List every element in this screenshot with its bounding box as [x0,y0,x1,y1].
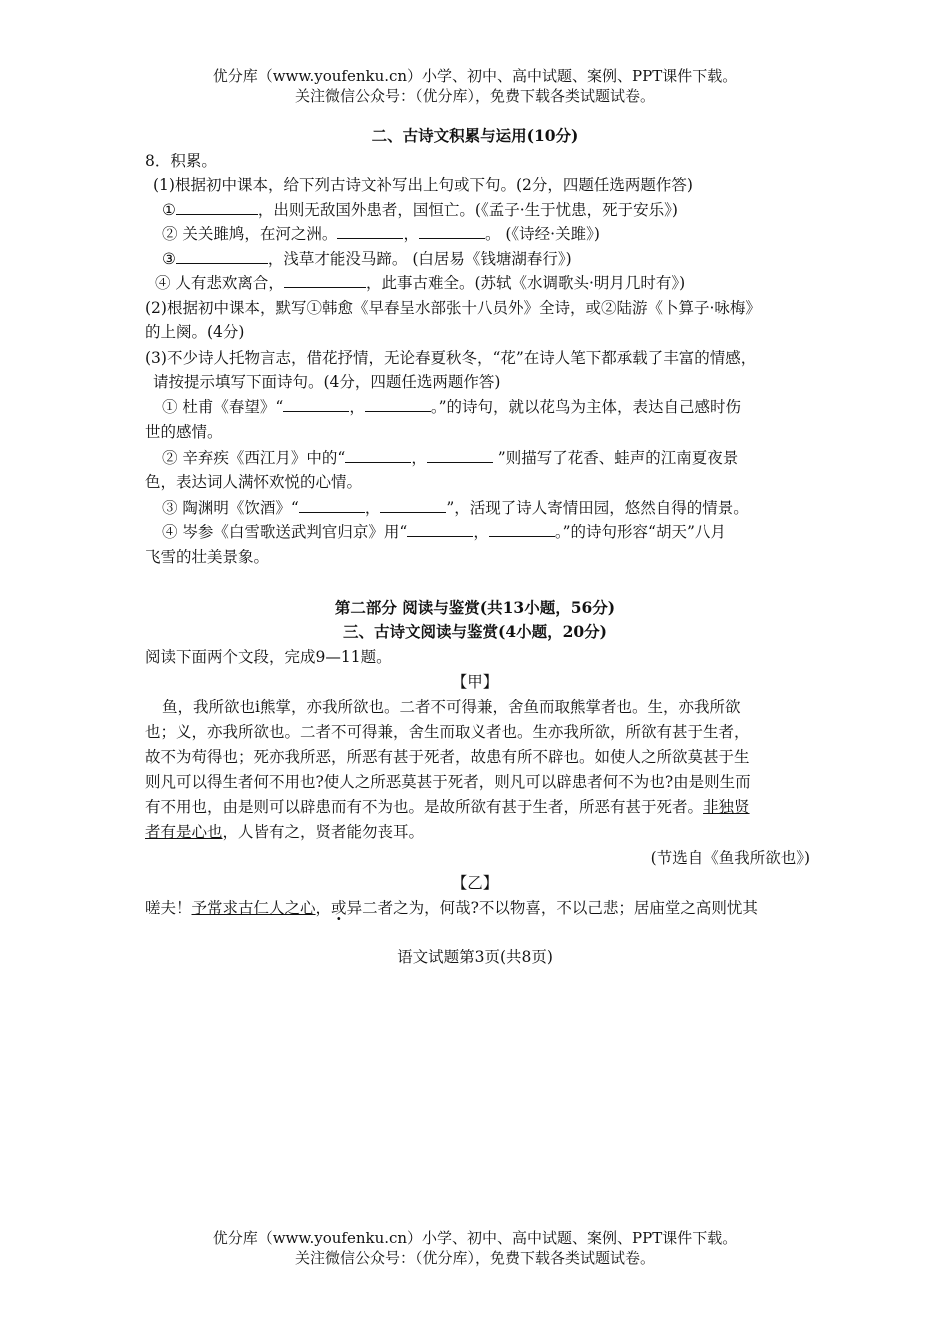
p3-item4-comma: ， [473,523,489,541]
q8-p1-item4 [155,271,820,295]
q8-p3-item2-cont: 色，表达词人满怀欢悦的心情。 [145,473,363,491]
part2-title: 第二部分 阅读与鉴赏(共13小题，56分) [334,598,616,617]
page-footer: 语文试题第3页(共8页) [397,948,553,966]
q8-p2-line2: 的上阕。(4分) [145,323,245,341]
p3-item3-comma: ， [364,499,381,517]
q8-title: 8．积累。 [145,152,217,170]
answer-blank[interactable] [380,496,446,513]
answer-blank[interactable] [283,395,349,412]
q8-p3-item1-cont: 世的感情。 [145,423,223,441]
item1-text: ，出则无敌国外患者，国恒亡。(《孟子·生于忧患，死于安乐》) [257,201,678,219]
jia-line4: 则凡可以得生者何不用也?使人之所恶莫甚于死者，则凡可以辟患者何不为也?由是则生而 [145,773,751,791]
reading-intro: 阅读下面两个文段，完成9—11题。 [145,648,392,666]
q8-p3-line1: (3)不少诗人托物言志，借花抒情，无论春夏秋冬，“花”在诗人笔下都承载了丰富的情感， [145,349,757,367]
item2-comma: ， [403,225,419,243]
q8-p1-item1 [162,198,827,222]
p3-item1-comma: ， [349,398,365,416]
p3-item2-tail: ”则描写了花香、蛙声的江南夏夜景 [492,449,739,467]
site-footer-line1: 优分库（www.youfenku.cn）小学、初中、高中试题、案例、PPT课件下载。 [212,1229,738,1247]
p3-item1-text: ① 杜甫《春望》“ [162,398,284,416]
q8-p1-intro: (1)根据初中课本，给下列古诗文补写出上句或下句。(2分，四题任选两题作答) [153,176,693,194]
item4-source: ，此事古难全。(苏轼《水调歌头·明月几时有》) [365,274,686,292]
answer-blank[interactable] [407,520,473,537]
item3-number: ③ [162,250,176,268]
site-header-line2: 关注微信公众号：（优分库），免费下载各类试题试卷。 [294,87,655,105]
yi-line1-start: 嗟夫！ [145,899,192,917]
jia-line6 [145,820,810,844]
site-header-line1: 优分库（www.youfenku.cn）小学、初中、高中试题、案例、PPT课件下载。 [212,67,738,85]
q8-p1-item2 [162,222,827,246]
jia-line2: 也；义，亦我所欲也。二者不可得兼，舍生而取义者也。生亦我所欲，所欲有甚于生者， [145,723,750,741]
answer-blank[interactable] [489,520,555,537]
jia-source: (节选自《鱼我所欲也》) [650,849,810,867]
item1-number: ① [162,201,176,219]
jia-line3: 故不为苟得也；死亦我所恶，所恶有甚于死者，故患有所不辟也。如使人之所欲莫甚于生 [145,748,750,766]
q8-p3-item3 [162,496,827,520]
p3-item4-tail: 。”的诗句形容“胡天”八月 [554,523,726,541]
answer-blank[interactable] [419,222,485,239]
jia-line6-text: ，人皆有之，贤者能勿丧耳。 [222,823,425,841]
yi-line1-rest: 异二者之为，何哉?不以物喜，不以己悲；居庙堂之高则忧其 [346,899,758,917]
item2-text: ② 关关雎鸠，在河之洲。 [162,225,338,243]
underlined-phrase: 者有是心也 [145,823,223,841]
answer-blank[interactable] [284,271,366,288]
q8-p1-item3 [162,247,827,271]
jia-label: 【甲】 [451,673,499,691]
answer-blank[interactable] [176,198,258,215]
yi-line1 [145,896,810,920]
q8-p3-item4 [162,520,827,544]
section3-title: 三、古诗文阅读与鉴赏(4小题，20分) [342,622,608,641]
p3-item3-tail: ”，活现了诗人寄情田园，悠然自得的情景。 [446,499,749,517]
q8-p3-line2: 请按提示填写下面诗句。(4分，四题任选两题作答) [153,373,501,391]
q8-p3-item4-cont: 飞雪的壮美景象。 [145,548,270,566]
p3-item1-tail: 。”的诗句，就以花鸟为主体，表达自己感时伤 [430,398,742,416]
p3-item4-text: ④ 岑参《白雪歌送武判官归京》用“ [162,523,408,541]
p3-item2-text: ② 辛弃疾《西江月》中的“ [162,449,346,467]
site-footer-line2: 关注微信公众号：（优分库），免费下载各类试题试卷。 [294,1249,655,1267]
p3-item2-comma: ， [411,449,427,467]
answer-blank[interactable] [365,395,431,412]
answer-blank[interactable] [299,496,365,513]
underlined-phrase: 非独贤 [703,798,750,816]
p3-item3-text: ③ 陶渊明《饮酒》“ [162,499,299,517]
jia-line5-text: 有不用也，由是则可以辟患而有不为也。是故所欲有甚于生者，所恶有甚于死者。 [145,798,704,816]
answer-blank[interactable] [427,446,493,463]
jia-line5 [145,795,810,819]
q8-p2-line1: (2)根据初中课本，默写①韩愈《早春呈水部张十八员外》全诗，或②陆游《卜算子·咏梅》 [145,299,761,317]
item4-text: ④ 人有悲欢离合， [155,274,284,292]
answer-blank[interactable] [337,222,403,239]
item3-text: ，浅草才能没马蹄。 (白居易《钱塘湖春行》) [267,250,572,268]
section2-title: 二、古诗文积累与运用(10分) [371,126,579,145]
emphasis-dot-char: 或 [331,899,347,917]
item2-source: 。 (《诗经·关雎》) [484,225,600,243]
answer-blank[interactable] [345,446,411,463]
yi-comma: ， [315,899,332,917]
underlined-phrase: 予常求古仁人之心 [191,899,316,917]
q8-p3-item2 [162,446,827,470]
answer-blank[interactable] [176,247,268,264]
jia-line1: 鱼，我所欲也i熊掌，亦我所欲也。二者不可得兼，舍鱼而取熊掌者也。生，亦我所欲 [162,698,741,716]
q8-p3-item1 [162,395,827,419]
yi-label: 【乙】 [451,874,499,892]
